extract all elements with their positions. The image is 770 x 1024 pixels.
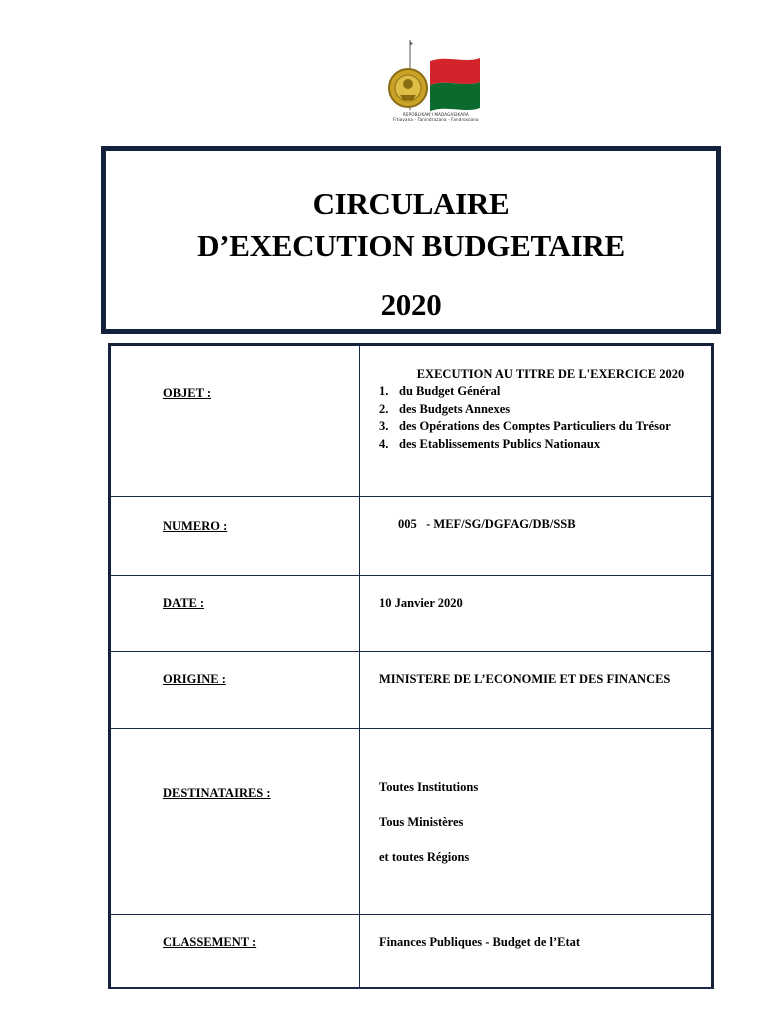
title-line-1: CIRCULAIRE [312, 186, 510, 221]
destinataire-line: Tous Ministères [379, 814, 464, 829]
objet-list [360, 383, 711, 453]
objet-label-cell [110, 345, 360, 497]
numero-value-text: 005 - MEF/SG/DGFAG/DB/SSB [398, 517, 576, 531]
table-row-classement [110, 915, 713, 989]
emblem-caption-name: REPOBLIKAN'I MADAGASIKARA [403, 112, 469, 117]
emblem-caption [386, 112, 486, 122]
objet-item-number: 2. [379, 401, 389, 416]
title-box [101, 146, 721, 334]
title-line-2: D’EXECUTION BUDGETAIRE [197, 228, 625, 263]
origine-label: ORIGINE : [163, 672, 226, 686]
numero-label-cell [110, 497, 360, 576]
table-row-destinataires [110, 729, 713, 915]
objet-item-number: 4. [379, 436, 389, 451]
title-year: 2020 [380, 287, 442, 322]
objet-list-item [379, 436, 711, 454]
destinataires-label: DESTINATAIRES : [163, 786, 271, 800]
table-row-objet [110, 345, 713, 497]
date-value-text: 10 Janvier 2020 [379, 596, 463, 610]
table-row-numero [110, 497, 713, 576]
destinataires-label-cell [110, 729, 360, 915]
objet-item-text: des Etablissements Publics Nationaux [399, 436, 601, 451]
numero-value [360, 497, 713, 576]
objet-item-number: 3. [379, 419, 389, 433]
emblem-caption-motto: Fitiavana - Tanindrazana - Fandrosoana [393, 117, 479, 122]
origine-label-cell [110, 652, 360, 729]
objet-item-text: des Opérations des Comptes Particuliers du Trésor [399, 419, 671, 433]
origine-value-text: MINISTERE DE L’ECONOMIE ET DES FINANCES [379, 672, 671, 686]
objet-item-text: du Budget Général [399, 384, 501, 398]
date-value [360, 576, 713, 652]
objet-item-number: 1. [379, 384, 389, 398]
date-label: DATE : [163, 596, 205, 610]
objet-value-cell [360, 345, 713, 497]
table-row-origine [110, 652, 713, 729]
circular-info-table [108, 343, 714, 989]
classement-value [360, 915, 713, 989]
table-row-date [110, 576, 713, 652]
objet-heading: EXECUTION AU TITRE DE L'EXERCICE 2020 [416, 367, 685, 381]
classement-value-text: Finances Publiques - Budget de l’Etat [379, 935, 581, 949]
destinataire-line: Toutes Institutions [379, 779, 479, 794]
classement-label: CLASSEMENT : [163, 935, 257, 949]
origine-value [360, 652, 713, 729]
objet-list-item [379, 418, 711, 436]
destinataire-line: et toutes Régions [379, 849, 470, 864]
classement-label-cell [110, 915, 360, 989]
date-label-cell [110, 576, 360, 652]
objet-label: OBJET : [163, 386, 212, 400]
objet-list-item [379, 401, 711, 419]
objet-list-item [379, 383, 711, 401]
numero-label: NUMERO : [163, 519, 228, 533]
objet-item-text: des Budgets Annexes [399, 401, 511, 416]
destinataires-value [360, 729, 713, 915]
